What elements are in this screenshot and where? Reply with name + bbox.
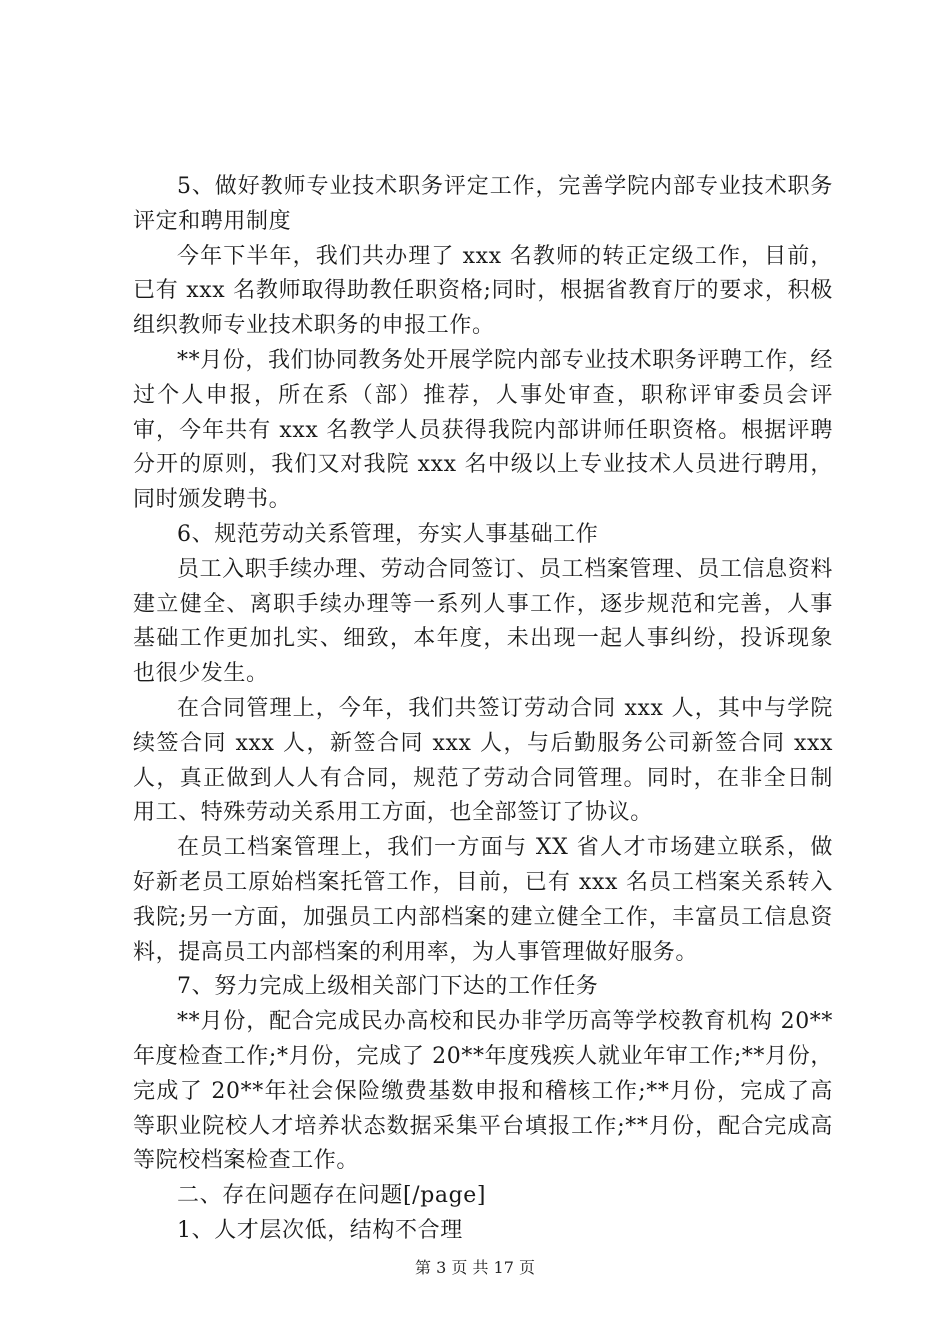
paragraph: **月份，配合完成民办高校和民办非学历高等学校教育机构 20**年度检查工作;*月份，完成了 20**年度残疾人就业年审工作;**月份，完成了 20**年社会保险缴费基数申报和稽核工作;**月份，完成了高等职业院校人才培养状态数据采集平台填报工作;**月份，配合完成高等院校档案检查工作。 xyxy=(133,1009,833,1174)
paragraph: 在员工档案管理上，我们一方面与 XX 省人才市场建立联系，做好新老员工原始档案托管工作，目前，已有 xxx 名员工档案关系转入我院;另一方面，加强员工内部档案的建立健全工作，丰富员工信息资料，提高员工内部档案的利用率，为人事管理做好服务。 xyxy=(133,835,833,965)
section-heading-5: 5、做好教师专业技术职务评定工作，完善学院内部专业技术职务评定和聘用制度 xyxy=(133,174,833,234)
section-heading-6: 6、规范劳动关系管理，夯实人事基础工作 xyxy=(177,521,599,547)
subsection-heading-1: 1、人才层次低，结构不合理 xyxy=(177,1217,463,1243)
section-heading-7: 7、努力完成上级相关部门下达的工作任务 xyxy=(177,974,599,1000)
page-number-footer: 第 3 页 共 17 页 xyxy=(415,1258,535,1277)
paragraph: **月份，我们协同教务处开展学院内部专业技术职务评聘工作，经过个人申报，所在系（部）推荐，人事处审查，职称评审委员会评审，今年共有 xxx 名教学人员获得我院内部讲师任职资格。根据评聘分开的原则，我们又对我院 xxx 名中级以上专业技术人员进行聘用，同时颁发聘书。 xyxy=(133,347,834,513)
paragraph: 在合同管理上，今年，我们共签订劳动合同 xxx 人，其中与学院续签合同 xxx 人，新签合同 xxx 人，与后勤服务公司新签合同 xxx 人，真正做到人人有合同，规范了劳动合同管理。同时，在非全日制用工、特殊劳动关系用工方面，也全部签订了协议。 xyxy=(133,695,833,826)
document-body xyxy=(133,170,833,1249)
section-heading-problems: 二、存在问题存在问题[/page] xyxy=(177,1183,487,1209)
paragraph: 今年下半年，我们共办理了 xxx 名教师的转正定级工作，目前，已有 xxx 名教师取得助教任职资格;同时，根据省教育厅的要求，积极组织教师专业技术职务的申报工作。 xyxy=(133,243,833,339)
paragraph: 员工入职手续办理、劳动合同签订、员工档案管理、员工信息资料建立健全、离职手续办理等一系列人事工作，逐步规范和完善，人事基础工作更加扎实、细致，本年度，未出现一起人事纠纷，投诉现象也很少发生。 xyxy=(133,556,833,687)
